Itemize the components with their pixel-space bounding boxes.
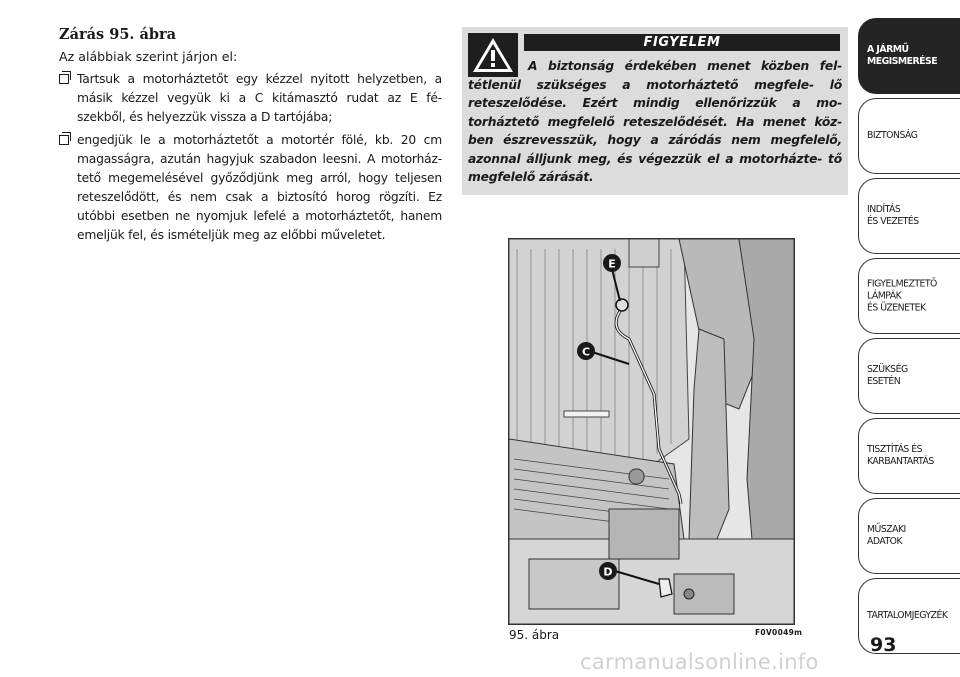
- warning-box: [462, 27, 848, 195]
- list-item: [36, 70, 442, 127]
- watermark: carmanualsonline.info: [580, 650, 819, 674]
- tab-label: SZÜKSÉG ESETÉN: [867, 364, 908, 387]
- warning-text: A biztonság érdekében menet közben fel- tétlenül szükséges a motorháztető megfele- lő reteszelődése. Ezért mindig ellenőrizzük a mo- torháztető megfelelő reteszelődését. Ha menet köz- ben észrevesszük, hogy a záródás nem megfelelő, azonnal álljunk meg, és végezzük el a motorházte- tő megfelelő zárását.: [468, 59, 842, 184]
- label-e: E: [608, 257, 616, 271]
- chapter-tabs: [858, 18, 960, 658]
- figure-caption: 95. ábra: [509, 628, 560, 642]
- page-number: 93: [870, 634, 897, 656]
- engine-bay-illustration: [508, 238, 795, 625]
- section-title: Zárás 95. ábra: [59, 26, 177, 43]
- tab-technical-data[interactable]: [858, 498, 960, 574]
- label-d-marker: [599, 562, 617, 580]
- tab-vehicle-overview[interactable]: [858, 18, 960, 94]
- tab-label: TISZTÍTÁS ÉS KARBANTARTÁS: [867, 444, 934, 467]
- tab-label: FIGYELMEZTETŐ LÁMPÁK ÉS ÜZENETEK: [867, 278, 937, 313]
- tab-label: TARTALOMJEGYZÉK: [867, 610, 948, 622]
- label-c: C: [581, 345, 591, 359]
- tab-label: A JÁRMŰ MEGISMERÉSE: [867, 44, 938, 67]
- tab-label: BIZTONSÁG: [867, 130, 918, 142]
- tab-label: INDÍTÁS ÉS VEZETÉS: [867, 204, 919, 227]
- label-c-marker: [577, 342, 595, 360]
- label-e-marker: [603, 254, 621, 272]
- tab-starting-driving[interactable]: [858, 178, 960, 254]
- checkbox-bullet-icon: [59, 74, 69, 84]
- tab-label: MŰSZAKI ADATOK: [867, 524, 906, 547]
- list-item-text: engedjük le a motorháztetőt a motortér fölé, kb. 20 cm magasságra, azután hagyjuk szabadon leesni. A motorház- tető megemelésével győződjünk meg arról, hogy teljesen reteszelődött, és nem csak a biztosító horog rögzíti. Ez utóbbi esetben ne nyomjuk lefelé a motorháztetőt, hanem emeljük fel, és ismételjük meg az előbbi műveletet.: [77, 133, 442, 242]
- tab-warning-lights[interactable]: [858, 258, 960, 334]
- instructions-column: [36, 26, 442, 249]
- label-d: D: [603, 565, 613, 579]
- list-item: [36, 131, 442, 245]
- tab-maintenance[interactable]: [858, 418, 960, 494]
- intro-text: Az alábbiak szerint járjon el:: [59, 49, 238, 64]
- tab-safety[interactable]: [858, 98, 960, 174]
- checkbox-bullet-icon: [59, 135, 69, 145]
- figure-code: F0V0049m: [755, 628, 803, 637]
- list-item-text: Tartsuk a motorháztetőt egy kézzel nyitott helyzetben, a másik kézzel vegyük ki a C kitámasztó rudat az E fé- szekből, és helyezzük vissza a D tartójába;: [77, 72, 442, 124]
- tab-emergency[interactable]: [858, 338, 960, 414]
- warning-heading: FIGYELEM: [524, 34, 840, 51]
